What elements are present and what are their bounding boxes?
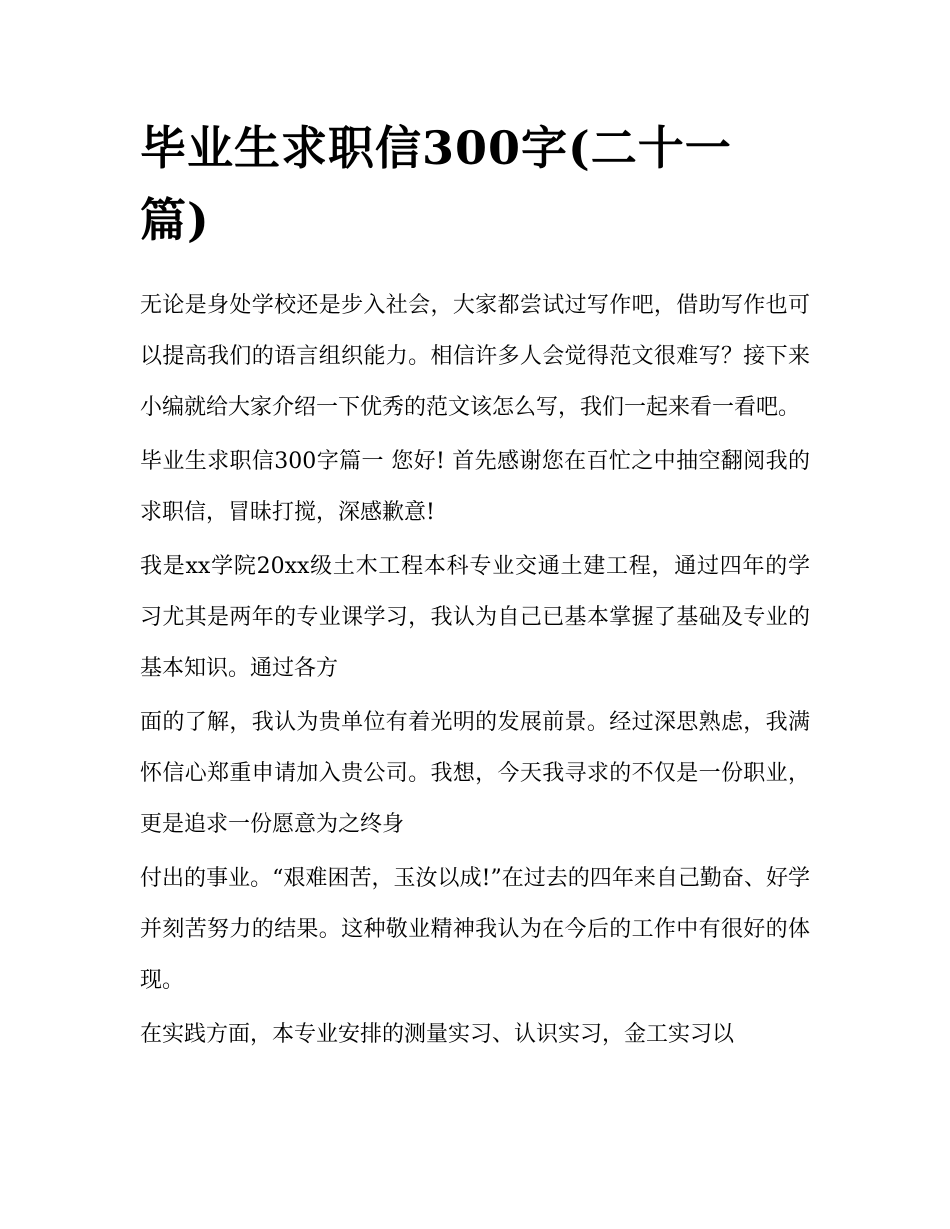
paragraph-practice: 在实践方面，本专业安排的测量实习、认识实习，金工实习以 — [140, 1022, 735, 1047]
document-title: 毕业生求职信300字(二十一篇) — [140, 121, 732, 247]
paragraph-intro: 无论是身处学校还是步入社会，大家都尝试过写作吧，借助写作也可以提高我们的语言组织能力。相信许多人会觉得范文很难写？接下来小编就给大家介绍一下优秀的范文该怎么写，我们一起来看一看吧。 — [140, 293, 810, 420]
paragraph-background: 我是xx学院20xx级土木工程本科专业交通土建工程，通过四年的学习尤其是两年的专业课学习，我认为自己已基本掌握了基础及专业的基本知识。通过各方 — [140, 554, 811, 681]
paragraph-dedication: 付出的事业。“艰难困苦，玉汝以成!”在过去的四年来自己勤奋、好学并刻苦努力的结果。这种敬业精神我认为在今后的工作中有很好的体现。 — [140, 866, 810, 993]
document-body — [140, 280, 810, 1063]
paragraph-greeting: 毕业生求职信300字篇一 您好! 首先感谢您在百忙之中抽空翻阅我的求职信，冒昧打搅，深感歉意! — [140, 449, 810, 525]
paragraph-motivation: 面的了解，我认为贵单位有着光明的发展前景。经过深思熟虑，我满怀信心郑重申请加入贵公司。我想，今天我寻求的不仅是一份职业，更是追求一份愿意为之终身 — [140, 710, 810, 837]
